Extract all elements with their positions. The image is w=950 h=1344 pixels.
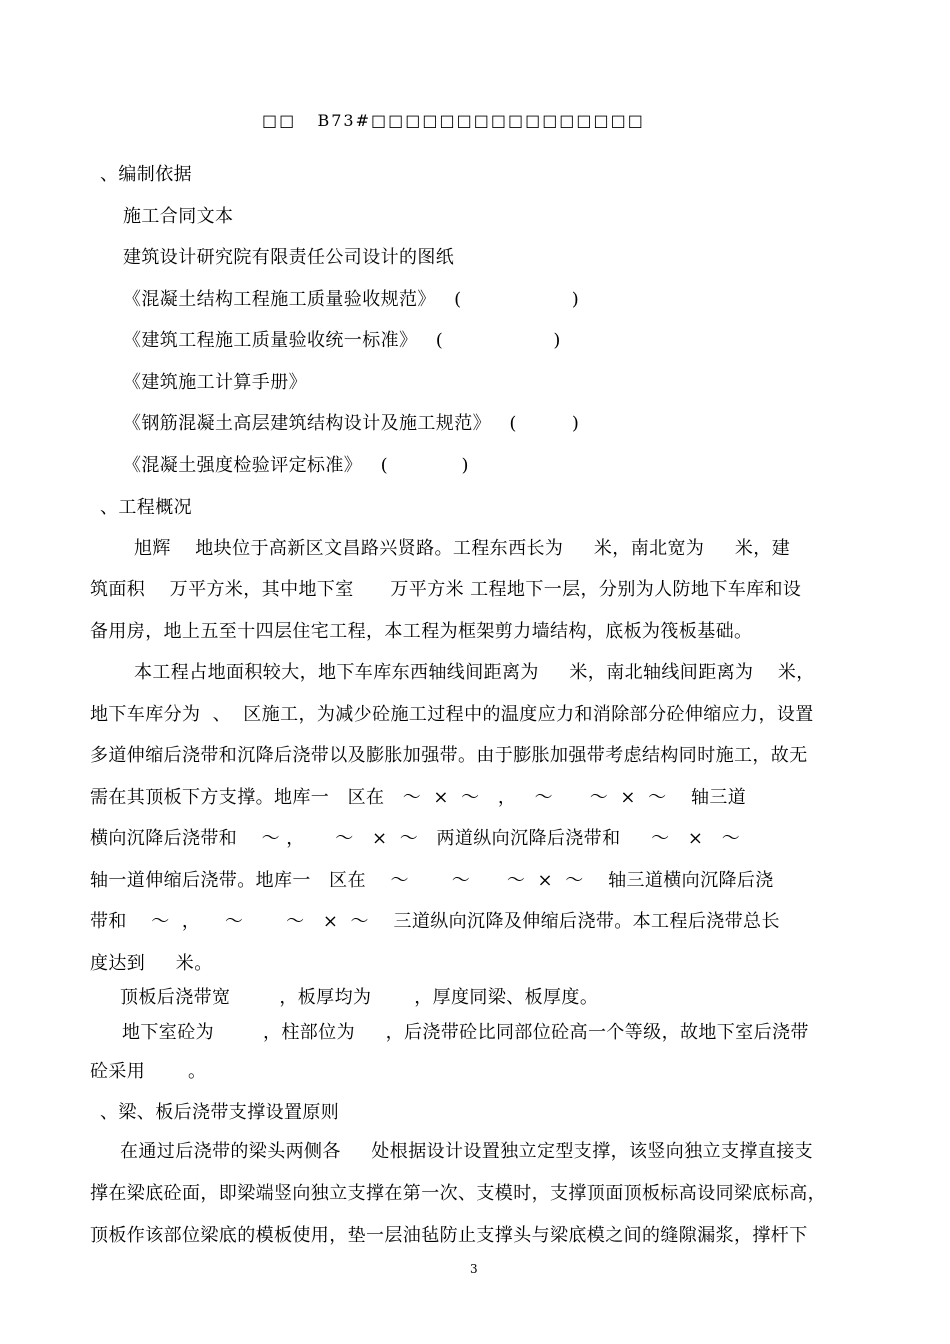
- section-heading: 、编制依据: [100, 164, 192, 185]
- text-line: 施工合同文本: [123, 206, 234, 227]
- text-line: 旭辉 地块位于高新区文昌路兴贤路。工程东西长为 米，南北宽为 米，建: [134, 538, 791, 559]
- text-line: 《混凝土强度检验评定标准》 ( ): [123, 455, 469, 476]
- text-line: 需在其顶板下方支撑。地库一 区在 ～ × ～ ， ～ ～ × ～ 轴三道: [90, 787, 747, 808]
- text-line: 筑面积 万平方米，其中地下室 万平方米 工程地下一层，分别为人防地下车库和设: [90, 579, 802, 600]
- section-heading: 、工程概况: [100, 497, 192, 518]
- text-line: 多道伸缩后浇带和沉降后浇带以及膨胀加强带。由于膨胀加强带考虑结构同时施工，故无: [90, 745, 808, 766]
- text-line: 《建筑工程施工质量验收统一标准》 ( ): [123, 330, 561, 351]
- text-line: 顶板作该部位梁底的模板使用，垫一层油毡防止支撑头与梁底模之间的缝隙漏浆，撑杆下: [90, 1225, 808, 1246]
- text-line: 轴一道伸缩后浇带。地库一 区在 ～ ～ ～ × ～ 轴三道横向沉降后浇: [90, 870, 774, 891]
- text-line: 撑在梁底砼面，即梁端竖向独立支撑在第一次、支模时，支撑顶面顶板标高设同梁底标高，: [90, 1183, 826, 1204]
- section-heading: 、梁、板后浇带支撑设置原则: [100, 1102, 340, 1123]
- text-line: 本工程占地面积较大，地下车库东西轴线间距离为 米，南北轴线间距离为 米，: [134, 662, 815, 683]
- text-line: 《建筑施工计算手册》: [123, 372, 307, 393]
- text-line: 横向沉降后浇带和 ～ ， ～ × ～ 两道纵向沉降后浇带和 ～ × ～: [90, 828, 741, 849]
- text-line: 度达到 米。: [90, 953, 213, 974]
- text-line: 备用房，地上五至十四层住宅工程，本工程为框架剪力墙结构，底板为筏板基础。: [90, 621, 753, 642]
- document-title: □□ B73#□□□□□□□□□□□□□□□□: [262, 111, 645, 130]
- text-line: 在通过后浇带的梁头两侧各 处根据设计设置独立定型支撑，该竖向独立支撑直接支: [120, 1141, 814, 1162]
- text-line: 带和 ～ ， ～ ～ × ～ 三道纵向沉降及伸缩后浇带。本工程后浇带总长: [90, 911, 780, 932]
- text-line: 砼采用 。: [90, 1061, 207, 1082]
- text-line: 《钢筋混凝土高层建筑结构设计及施工规范》 ( ): [123, 413, 580, 434]
- text-line: 地下车库分为 、 区施工，为减少砼施工过程中的温度应力和消除部分砼伸缩应力，设置: [90, 704, 814, 725]
- text-line: 建筑设计研究院有限责任公司设计的图纸: [123, 247, 455, 268]
- text-line: 地下室砼为 ，柱部位为 ，后浇带砼比同部位砼高一个等级，故地下室后浇带: [122, 1022, 809, 1043]
- text-line: 顶板后浇带宽 ，板厚均为 ，厚度同梁、板厚度。: [120, 987, 599, 1008]
- text-line: 《混凝土结构工程施工质量验收规范》 ( ): [123, 289, 580, 310]
- page-number: 3: [470, 1262, 478, 1276]
